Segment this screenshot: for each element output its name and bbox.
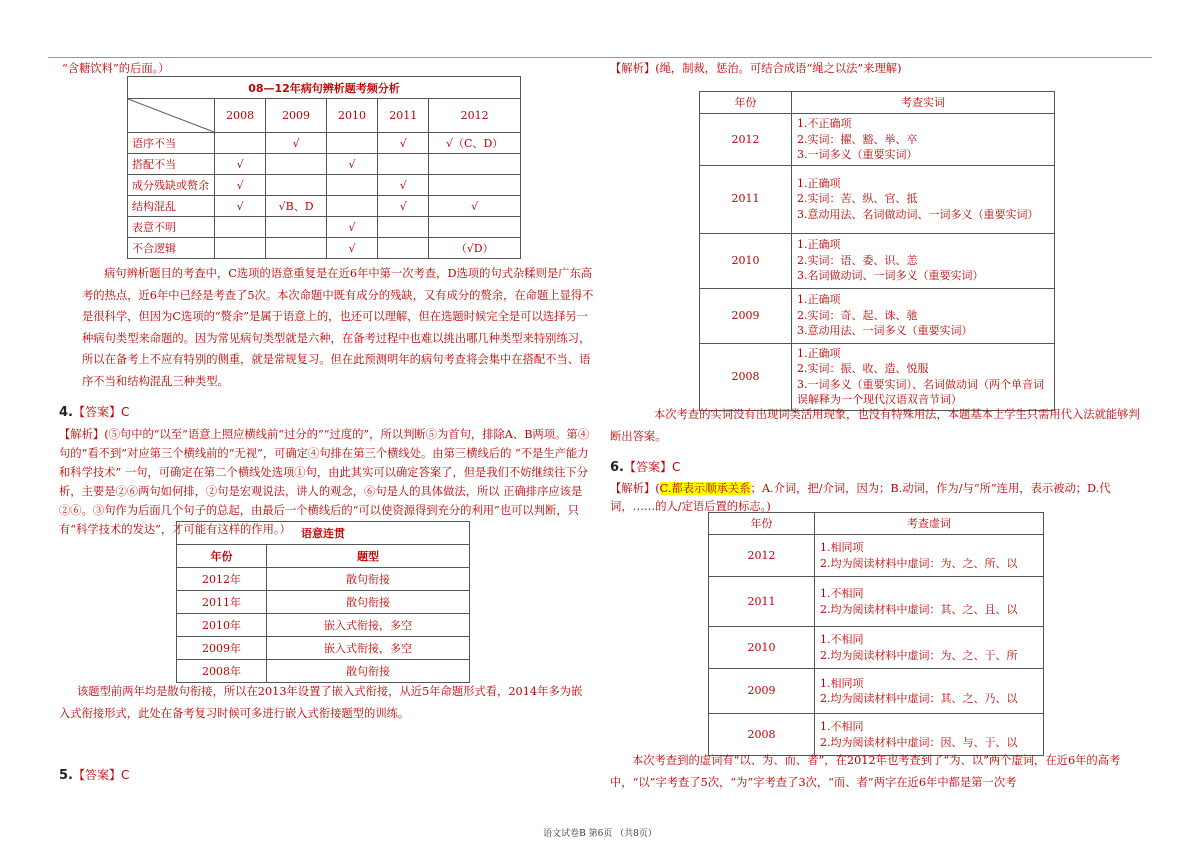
table-cell [429,217,521,238]
analysis-prefix: 【解析】( [610,482,660,495]
table-cell: 2011年 [177,591,267,614]
year-header: 年份 [177,545,267,568]
table-row [128,175,521,196]
table-cell [215,217,266,238]
row-label: 语序不当 [128,133,215,154]
content-cell [792,288,1055,343]
content-line: 1.正确项 [797,293,841,307]
year-cell: 2011 [709,577,815,627]
row-label: 结构混乱 [128,196,215,217]
header-rule [48,57,1152,58]
row-label: 表意不明 [128,217,215,238]
table-cell [326,175,377,196]
year-header: 2011 [378,99,429,133]
content-line: 2.实词：擢、豁、举、卒 [797,132,918,146]
sentence-error-analysis: 病句辨析题目的考查中，C选项的语意重复是在近6年中第一次考查，D选项的句式杂糅则是广东高考的热点，近6年中已经是考查了5次。本次命题中既有成分的残缺，又有成分的赘余，在命题上显得不是很科学，但因为C选项的“赘余”是属于语意上的，也还可以理解，但在选题时候完全是可以选择另一种病句类型来命题的。因为常见病句类型就是六种，在备考过程中也难以挑出哪几种类型来特别练习，所以在备考上不应有特别的侧重，就是常规复习。但在此预测明年的病句考查将会集中在搭配不当、语序不当和结构混乱三种类型。 [82,267,594,388]
table-cell: √ [326,238,377,259]
year-cell: 2012 [709,535,815,577]
content-line: 2.均为阅读材料中虚词：其、之、且、以 [820,602,1018,616]
table-cell: 2010年 [177,614,267,637]
year-cell: 2012 [700,114,792,166]
year-header: 2008 [215,99,266,133]
table-row [700,114,1055,166]
table-row [709,669,1044,714]
year-header: 2012 [429,99,521,133]
content-line: 2.均为阅读材料中虚词：为、之、所、以 [820,556,1018,570]
table-cell [429,154,521,175]
table-cell [326,133,377,154]
question-number: 5. [59,768,73,783]
table-cell [266,154,327,175]
content-line: 1.正确项 [797,238,841,252]
content-line: 1.不相同 [820,587,864,600]
table-row [709,535,1044,577]
table-cell [378,238,429,259]
table-row [128,238,521,259]
content-cell [792,114,1055,166]
table-row [700,233,1055,288]
question-number: 6. [610,460,624,475]
question-number: 4. [59,405,73,420]
answer-label: 【答案】C [623,460,681,474]
content-line: 1.不相同 [820,720,864,733]
table-cell: 嵌入式衔接，多空 [267,614,470,637]
table-title: 语意连贯 [177,522,470,545]
function-word-summary: 本次考查到的虚词有“以、为、而、者”，在2012年也考查到了“为、以”两个虚词，在近6年的高考中，“以”字考查了5次，“为”字考查了3次，“而、者”两字在近6年中都是第一次考 [610,754,1121,789]
sentence-error-table [127,76,521,259]
table-cell [429,175,521,196]
year-cell: 2011 [700,165,792,233]
table-cell: 嵌入式衔接，多空 [267,637,470,660]
table-cell: √（C、D） [429,133,521,154]
table-cell: 2012年 [177,568,267,591]
content-line: 2.实词：奇、起、诛、驰 [797,308,918,322]
content-line: 1.相同项 [820,541,864,554]
table-cell: √ [215,196,266,217]
table-cell: （√D） [429,238,521,259]
row-label: 成分残缺或赘余 [128,175,215,196]
table-cell: √ [378,133,429,154]
table-row [128,133,521,154]
year-header: 年份 [709,513,815,535]
diagonal-header-cell [128,99,215,133]
notional-word-summary: 本次考查的实词没有出现词类活用现象，也没有特殊用法，本题基本上学生只需用代入法就能够判断出答案。 [610,408,1140,443]
table-cell: √ [378,175,429,196]
year-header: 年份 [700,92,792,114]
year-cell: 2008 [700,343,792,410]
table-row [128,217,521,238]
table-cell [266,238,327,259]
question-4-answer [59,403,129,420]
table-cell: 散句衔接 [267,660,470,683]
content-line: 3.一词多义（重要实词）、名词做动词（两个单音词误解释为一个现代汉语双音节词） [797,377,1044,406]
table-cell: 散句衔接 [267,591,470,614]
year-cell: 2009 [700,288,792,343]
table-cell: √ [215,175,266,196]
table-cell [215,238,266,259]
row-label: 不合逻辑 [128,238,215,259]
table-cell [215,133,266,154]
page-footer: 语文试卷B 第6页 （共8页） [543,829,657,839]
table-row [700,343,1055,410]
content-header: 考查虚词 [815,513,1044,535]
table-cell: √ [326,154,377,175]
table-row [128,154,521,175]
table-cell [378,217,429,238]
table-title: 08—12年病句辨析题考频分析 [128,77,521,99]
table-row [177,614,470,637]
table-cell: √ [266,133,327,154]
content-cell [815,669,1044,714]
content-line: 2.实词：振、收、造、悦服 [797,362,929,375]
year-header: 2010 [326,99,377,133]
content-line: 1.相同项 [820,676,864,690]
content-line: 1.不相同 [820,633,864,646]
answer-label: 【答案】C [72,405,130,419]
table-row [128,196,521,217]
highlighted-answer: C.都表示顺承关系 [659,482,751,495]
table-cell [378,154,429,175]
table-row [709,627,1044,669]
notional-word-analysis: 【解析】(绳，制裁，惩治。可结合成语“绳之以法”来理解) [610,62,902,75]
answer-label: 【答案】C [72,768,130,782]
table-row [709,577,1044,627]
question-5-answer [59,766,129,783]
content-line: 2.均为阅读材料中虚词：因、与、于、以 [820,735,1018,749]
question-6-analysis [610,480,1146,516]
top-fragment: “含糖饮料”的后面。） [62,62,170,75]
table-row [177,660,470,683]
content-line: 1.正确项 [797,346,841,360]
content-cell [792,233,1055,288]
question-6-answer [610,458,680,475]
type-header: 题型 [267,545,470,568]
table-cell: √ [326,217,377,238]
table-cell: 2009年 [177,637,267,660]
content-line: 1.不正确项 [797,117,852,130]
table-cell: √ [429,196,521,217]
content-line: 3.意动用法、名词做动词、一词多义（重要实词） [797,207,1039,221]
table-cell [266,217,327,238]
year-cell: 2010 [700,233,792,288]
notional-word-table [699,91,1055,411]
content-cell [815,535,1044,577]
analysis-rest: ；A.介词，把/介词，因为；B.动词，作为/与“所”连用，表示被动；D.代词，……的人/定语后置的标志。) [610,482,1111,513]
question-4-analysis: 【解析】(⑤句中的“以至”语意上照应横线前“过分的”“过度的”，所以判断⑤为首句，排除A、B两项。第④句的“看不到”对应第三个横线前的“无视”，可确定④句排在第三个横线处。由第三横线后的 “不是生产能力和科学技术” 一句，可确定在第二个横线处选项①句，由此其实可以确定答案了，但是我们不妨继续往下分析，主要是②⑥两句如何排，②句是宏观说法，讲人的观念，⑥句是人的具体做法，所以 正确排序应该是②⑥。③句作为后面几个句子的总起，由最后一个横线后的“可以使资源得到充分的利用”也可以判断，只有“科学技术的发达”，才可能有这样的作用。） [59,428,589,536]
coherence-analysis: 该题型前两年均是散句衔接，所以在2013年设置了嵌入式衔接，从近5年命题形式看，2014年多为嵌入式衔接形式，此处在备考复习时候可多进行嵌入式衔接题型的训练。 [59,685,583,720]
table-cell [326,196,377,217]
content-header: 考查实词 [792,92,1055,114]
content-line: 2.实词：语、委、识、恙 [797,253,918,267]
content-line: 2.均为阅读材料中虚词：其、之、乃、以 [820,692,1018,705]
table-row [700,288,1055,343]
year-cell: 2008 [709,714,815,756]
content-cell [792,343,1055,410]
table-cell: √ [378,196,429,217]
table-cell: √ [215,154,266,175]
content-line: 2.实词：苦、纵、官、抵 [797,192,918,206]
year-cell: 2009 [709,669,815,714]
content-cell [815,627,1044,669]
table-row [700,165,1055,233]
content-line: 1.正确项 [797,176,841,190]
table-row [177,568,470,591]
content-line: 3.意动用法、一词多义（重要实词） [797,324,973,338]
content-cell [815,577,1044,627]
function-word-table [708,512,1044,756]
content-cell [792,165,1055,233]
row-label: 搭配不当 [128,154,215,175]
year-header: 2009 [266,99,327,133]
content-line: 3.一词多义（重要实词） [797,148,918,161]
content-line: 3.名词做动词、一词多义（重要实词） [797,269,984,283]
content-line: 2.均为阅读材料中虚词：为、之、于、所 [820,648,1018,662]
table-cell: √B、D [266,196,327,217]
coherence-table [176,521,470,683]
table-row [177,591,470,614]
table-cell: 2008年 [177,660,267,683]
year-cell: 2010 [709,627,815,669]
table-row [177,637,470,660]
table-cell: 散句衔接 [267,568,470,591]
table-cell [266,175,327,196]
